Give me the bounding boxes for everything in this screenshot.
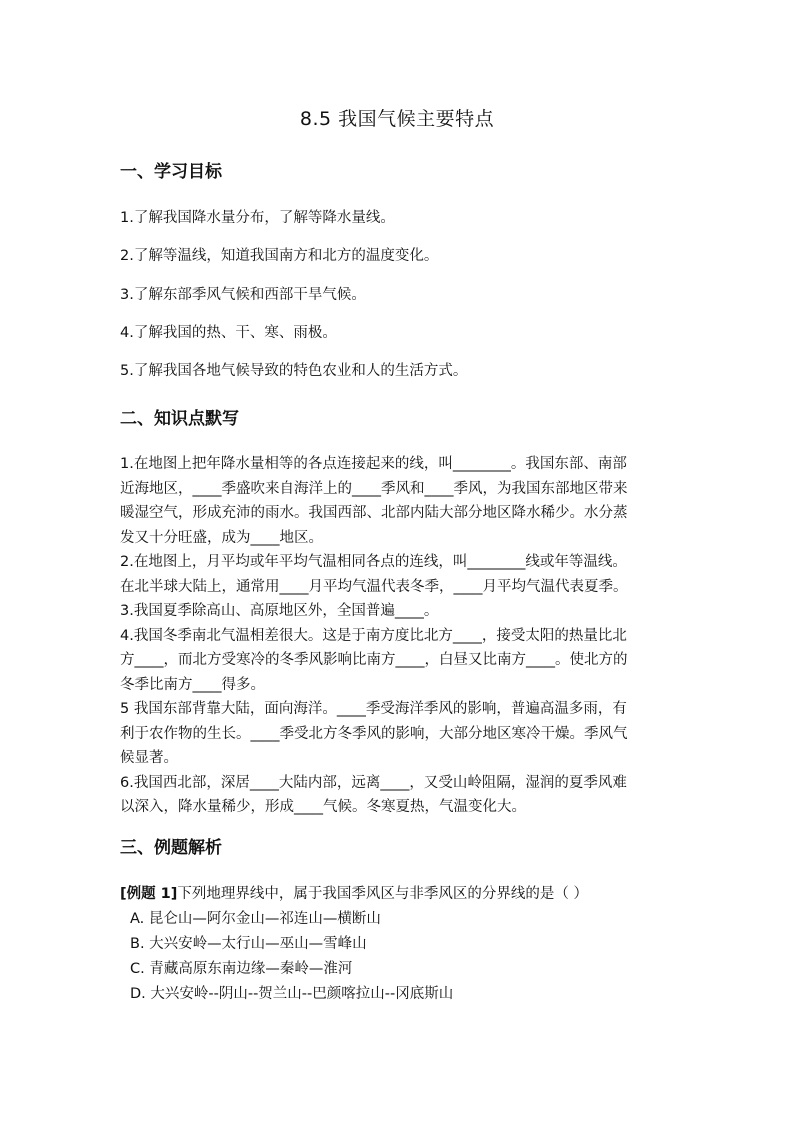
section-heading-examples: 三、例题解析: [120, 838, 222, 858]
exercise-line: 暖湿空气，形成充沛的雨水。我国西部、北部内陆大部分地区降水稀少。水分蒸: [120, 505, 628, 521]
exercise-line: 近海地区，____季盛吹来自海洋上的____季风和____季风，为我国东部地区带来: [120, 480, 628, 497]
exercise-line: 发又十分旺盛，成为____地区。: [120, 529, 323, 546]
option-d: D. 大兴安岭--阴山--贺兰山--巴颜喀拉山--冈底斯山: [130, 986, 454, 1002]
fill-in-blank-exercises: [120, 452, 680, 820]
section-heading-objectives: 一、学习目标: [120, 162, 222, 182]
option-c: C. 青藏高原东南边缘—秦岭—淮河: [130, 961, 353, 977]
exercise-line: 3.我国夏季除高山、高原地区外，全国普遍____。: [120, 603, 439, 619]
exercise-line: 方____，而北方受寒冷的冬季风影响比南方____，白昼又比南方____。使北方的: [120, 652, 628, 668]
objective-item: 4.了解我国的热、干、寒、雨极。: [120, 325, 337, 341]
section-heading-knowledge: 二、知识点默写: [120, 409, 239, 429]
exercise-line: 2.在地图上，月平均或年平均气温相同各点的连线，叫________线或年等温线。: [120, 554, 627, 570]
example-tag: [例题 1]: [120, 886, 178, 902]
exercise-line: 以深入，降水量稀少，形成____气候。冬寒夏热，气温变化大。: [120, 799, 526, 815]
question-line: [120, 882, 680, 907]
objective-item: 5.了解我国各地气候导致的特色农业和人的生活方式。: [120, 363, 468, 379]
option-a: A. 昆仑山—阿尔金山—祁连山—横断山: [130, 911, 381, 927]
page-title: 8.5 我国气候主要特点: [299, 108, 495, 130]
exercise-line: 在北半球大陆上，通常用____月平均气温代表冬季，____月平均气温代表夏季。: [120, 578, 628, 595]
exercise-line: 1.在地图上把年降水量相等的各点连接起来的线，叫________。我国东部、南部: [120, 456, 627, 472]
objective-item: 3.了解东部季风气候和西部干旱气候。: [120, 287, 366, 303]
option-b: B. 大兴安岭—太行山—巫山—雪峰山: [130, 936, 367, 952]
exercise-line: 冬季比南方____得多。: [120, 676, 265, 693]
exercise-line: 4.我国冬季南北气温相差很大。这是于南方度比北方____，接受太阳的热量比北: [120, 627, 627, 644]
exercise-line: 利于农作物的生长。____季受北方冬季风的影响，大部分地区寒冷干燥。季风气: [120, 725, 628, 742]
exercise-line: 候显著。: [120, 750, 178, 766]
example-question: [120, 882, 680, 1007]
objective-item: 1.了解我国降水量分布，了解等降水量线。: [120, 210, 395, 226]
exercise-line: 5 我国东部背靠大陆，面向海洋。____季受海洋季风的影响，普遍高温多雨，有: [120, 701, 627, 717]
exercise-line: 6.我国西北部，深居____大陆内部，远离____，又受山岭阻隔，湿润的夏季风难: [120, 774, 627, 791]
objective-item: 2.了解等温线，知道我国南方和北方的温度变化。: [120, 248, 439, 264]
question-text: 下列地理界线中，属于我国季风区与非季风区的分界线的是（ ）: [177, 886, 589, 902]
